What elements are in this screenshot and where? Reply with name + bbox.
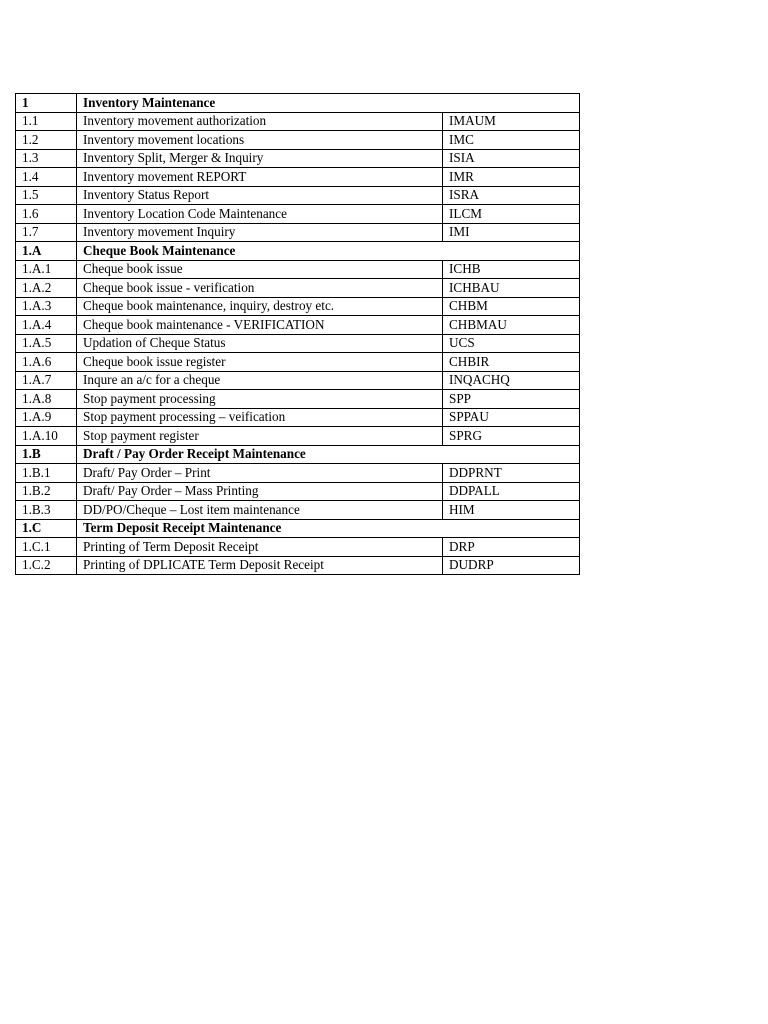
item-description: Stop payment processing – veification [77, 408, 443, 427]
item-code: IMAUM [443, 112, 580, 131]
item-description: Inventory movement locations [77, 131, 443, 150]
item-code: IMR [443, 168, 580, 187]
item-code: SPRG [443, 427, 580, 446]
item-number: 1.A.5 [16, 334, 77, 353]
item-description: Cheque book issue - verification [77, 279, 443, 298]
section-title: Inventory Maintenance [77, 94, 580, 113]
item-description: Draft/ Pay Order – Mass Printing [77, 482, 443, 501]
section-title: Term Deposit Receipt Maintenance [77, 519, 580, 538]
item-number: 1.A.10 [16, 427, 77, 446]
item-number: 1.C.2 [16, 556, 77, 575]
item-code: ICHBAU [443, 279, 580, 298]
section-number: 1.A [16, 242, 77, 261]
item-description: Cheque book maintenance - VERIFICATION [77, 316, 443, 335]
table-row [16, 205, 580, 224]
item-description: Stop payment register [77, 427, 443, 446]
item-code: ISRA [443, 186, 580, 205]
table-row [16, 390, 580, 409]
table-row [16, 427, 580, 446]
item-number: 1.7 [16, 223, 77, 242]
item-number: 1.A.1 [16, 260, 77, 279]
item-code: INQACHQ [443, 371, 580, 390]
item-description: Inventory movement Inquiry [77, 223, 443, 242]
section-number: 1.B [16, 445, 77, 464]
item-number: 1.2 [16, 131, 77, 150]
item-description: Inqure an a/c for a cheque [77, 371, 443, 390]
table-row [16, 353, 580, 372]
item-description: Inventory Split, Merger & Inquiry [77, 149, 443, 168]
item-code: UCS [443, 334, 580, 353]
item-description: Stop payment processing [77, 390, 443, 409]
table-row [16, 538, 580, 557]
table-row [16, 149, 580, 168]
item-description: Cheque book issue [77, 260, 443, 279]
table-row [16, 556, 580, 575]
item-number: 1.A.9 [16, 408, 77, 427]
menu-code-table-body [16, 94, 580, 575]
table-row [16, 112, 580, 131]
item-number: 1.A.7 [16, 371, 77, 390]
item-number: 1.6 [16, 205, 77, 224]
item-description: Inventory movement authorization [77, 112, 443, 131]
item-number: 1.B.1 [16, 464, 77, 483]
table-row [16, 186, 580, 205]
table-row [16, 223, 580, 242]
table-row [16, 408, 580, 427]
item-number: 1.1 [16, 112, 77, 131]
item-code: SPP [443, 390, 580, 409]
section-number: 1.C [16, 519, 77, 538]
table-row [16, 297, 580, 316]
item-number: 1.A.3 [16, 297, 77, 316]
table-row [16, 316, 580, 335]
item-code: CHBIR [443, 353, 580, 372]
item-code: IMC [443, 131, 580, 150]
item-description: Inventory Location Code Maintenance [77, 205, 443, 224]
table-row [16, 501, 580, 520]
item-code: DUDRP [443, 556, 580, 575]
item-code: ICHB [443, 260, 580, 279]
table-row [16, 168, 580, 187]
table-row [16, 279, 580, 298]
table-row [16, 260, 580, 279]
item-code: ISIA [443, 149, 580, 168]
table-row [16, 131, 580, 150]
item-number: 1.4 [16, 168, 77, 187]
item-code: DRP [443, 538, 580, 557]
item-description: Draft/ Pay Order – Print [77, 464, 443, 483]
section-title: Draft / Pay Order Receipt Maintenance [77, 445, 580, 464]
menu-code-table [15, 93, 580, 575]
item-number: 1.5 [16, 186, 77, 205]
item-number: 1.B.3 [16, 501, 77, 520]
table-row [16, 464, 580, 483]
item-description: Cheque book maintenance, inquiry, destroy etc. [77, 297, 443, 316]
section-header-row [16, 94, 580, 113]
item-number: 1.3 [16, 149, 77, 168]
item-description: Updation of Cheque Status [77, 334, 443, 353]
item-code: CHBM [443, 297, 580, 316]
section-header-row [16, 519, 580, 538]
section-header-row [16, 242, 580, 261]
table-row [16, 334, 580, 353]
item-description: Printing of DPLICATE Term Deposit Receipt [77, 556, 443, 575]
section-header-row [16, 445, 580, 464]
section-number: 1 [16, 94, 77, 113]
item-code: DDPRNT [443, 464, 580, 483]
item-code: DDPALL [443, 482, 580, 501]
table-row [16, 482, 580, 501]
item-code: HIM [443, 501, 580, 520]
item-description: DD/PO/Cheque – Lost item maintenance [77, 501, 443, 520]
item-description: Inventory movement REPORT [77, 168, 443, 187]
item-code: SPPAU [443, 408, 580, 427]
item-number: 1.B.2 [16, 482, 77, 501]
item-description: Printing of Term Deposit Receipt [77, 538, 443, 557]
item-code: ILCM [443, 205, 580, 224]
table-row [16, 371, 580, 390]
section-title: Cheque Book Maintenance [77, 242, 580, 261]
item-number: 1.A.4 [16, 316, 77, 335]
item-number: 1.C.1 [16, 538, 77, 557]
item-number: 1.A.6 [16, 353, 77, 372]
item-description: Inventory Status Report [77, 186, 443, 205]
item-code: CHBMAU [443, 316, 580, 335]
item-number: 1.A.2 [16, 279, 77, 298]
item-code: IMI [443, 223, 580, 242]
item-description: Cheque book issue register [77, 353, 443, 372]
item-number: 1.A.8 [16, 390, 77, 409]
